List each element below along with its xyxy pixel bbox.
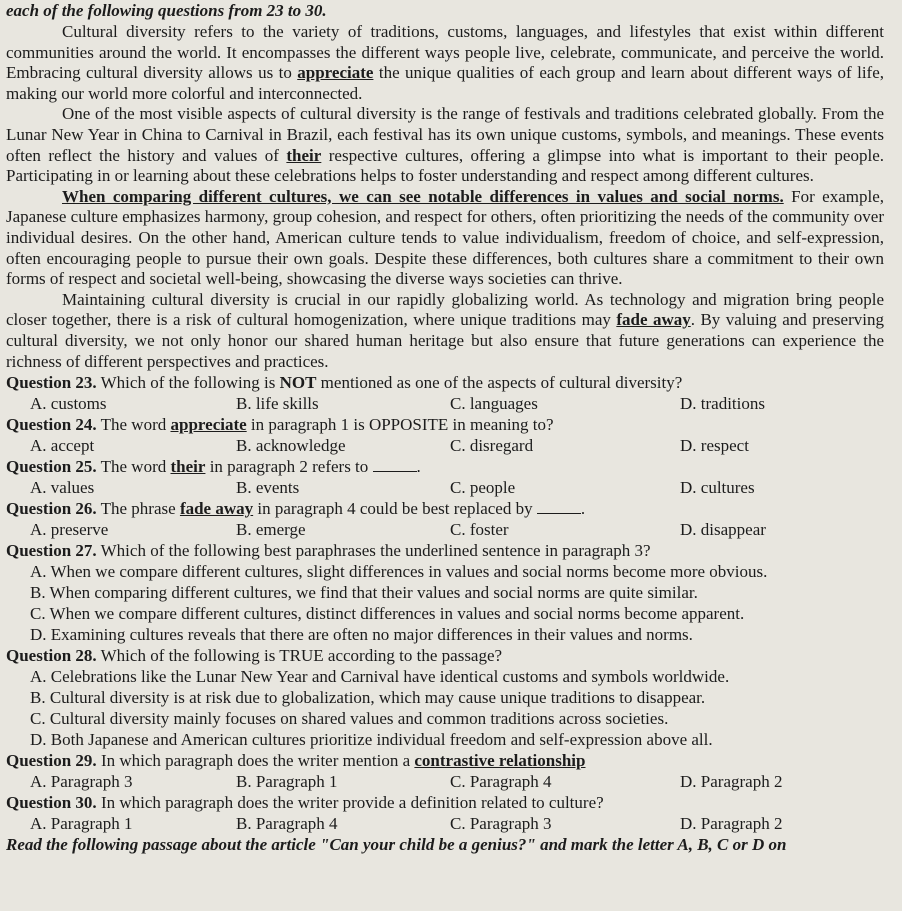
option-b[interactable]: B. events xyxy=(236,478,300,498)
question-23-stem xyxy=(6,372,884,393)
stem-text: In which paragraph does the writer provide a definition related to culture? xyxy=(96,793,604,813)
option-b[interactable]: B. Cultural diversity is at risk due to globalization, which may cause unique traditions to disappear. xyxy=(30,688,706,708)
question-26-stem xyxy=(6,498,884,519)
question-25-stem xyxy=(6,456,884,477)
option-b[interactable]: B. acknowledge xyxy=(236,436,346,456)
stem-underlined: fade away xyxy=(179,499,254,519)
passage-paragraph-3 xyxy=(6,187,884,290)
stem-text: Which of the following is xyxy=(96,373,280,393)
question-number: Question 25. xyxy=(6,457,97,477)
p1-underlined-word: appreciate xyxy=(297,63,374,83)
question-24-stem xyxy=(6,414,884,435)
question-28-stem xyxy=(6,645,884,666)
p3-text: For example, Japanese culture emphasizes harmony, group cohesion, and respect for others, often prioritizing the needs of the community over individual desires. On the other hand, American culture tends to value individualism, freedom of choice, and self-expression, often encouraging people to pursue their own goals. Despite these differences, both cultures share a commitment to their own forms of respect and societal well-being, showcasing the diverse ways societies can thrive. xyxy=(6,186,884,289)
option-a[interactable]: A. When we compare different cultures, slight differences in values and social norms become more obvious. xyxy=(30,562,768,582)
answer-blank[interactable] xyxy=(537,501,581,514)
question-30 xyxy=(6,792,884,834)
question-26 xyxy=(6,498,884,540)
question-number: Question 29. xyxy=(6,751,97,771)
option-a[interactable]: A. Celebrations like the Lunar New Year and Carnival have identical customs and symbols worldwide. xyxy=(30,667,730,687)
passage-paragraph-2 xyxy=(6,104,884,186)
option-a[interactable]: A. Paragraph 3 xyxy=(30,772,133,792)
p2-underlined-word: their xyxy=(286,145,322,165)
next-section-instructions: Read the following passage about the article "Can your child be a genius?" and mark the letter A, B, C or D on xyxy=(6,835,787,855)
option-b[interactable]: B. When comparing different cultures, we find that their values and social norms are quite similar. xyxy=(30,583,698,603)
option-d[interactable]: D. Paragraph 2 xyxy=(680,814,783,834)
question-25-options xyxy=(6,477,884,498)
option-c[interactable]: C. Paragraph 3 xyxy=(450,814,552,834)
p4-text-a: Maintaining cultural diversity is crucial in our rapidly globalizing world. As technology and migration bring people closer together, there is a risk of cultural homogenization, where unique traditions may xyxy=(6,289,884,330)
question-27-stem xyxy=(6,540,884,561)
option-d[interactable]: D. Examining cultures reveals that there are often no major differences in their values and norms. xyxy=(30,625,693,645)
stem-text: in paragraph 2 refers to xyxy=(205,457,369,477)
option-c[interactable]: C. languages xyxy=(450,394,538,414)
question-30-stem xyxy=(6,792,884,813)
option-c[interactable]: C. people xyxy=(450,478,516,498)
stem-text: Which of the following best paraphrases the underlined sentence in paragraph 3? xyxy=(96,541,651,561)
p2-text-a: One of the most visible aspects of cultural diversity is the range of festivals and traditions celebrated globally. From the Lunar New Year in China to Carnival in Brazil, each festival has its own unique customs, symbols, and meanings. These events often reflect the history and values of xyxy=(6,104,884,165)
answer-blank[interactable] xyxy=(373,459,417,472)
option-a[interactable]: A. customs xyxy=(30,394,107,414)
option-a[interactable]: A. Paragraph 1 xyxy=(30,814,133,834)
option-d[interactable]: D. Paragraph 2 xyxy=(680,772,783,792)
option-b[interactable]: B. emerge xyxy=(236,520,306,540)
passage-paragraph-1 xyxy=(6,22,884,104)
stem-bold: NOT xyxy=(279,373,317,393)
option-d[interactable]: D. respect xyxy=(680,436,749,456)
option-d[interactable]: D. traditions xyxy=(680,394,765,414)
stem-underlined: their xyxy=(170,457,206,477)
stem-text: The phrase xyxy=(96,499,180,519)
p4-underlined-phrase: fade away xyxy=(616,310,691,330)
stem-underlined: appreciate xyxy=(170,415,247,435)
stem-text: mentioned as one of the aspects of cultural diversity? xyxy=(316,373,683,393)
question-29-stem xyxy=(6,750,884,771)
question-23 xyxy=(6,372,884,414)
question-number: Question 30. xyxy=(6,793,97,813)
question-29-options xyxy=(6,771,884,792)
stem-underlined: contrastive relationship xyxy=(414,751,586,771)
p4-text-b: . By valuing and preserving cultural diversity, we not only honor our shared human heritage but also ensure that future generations can experience the richness of different perspectives and practices. xyxy=(6,310,884,371)
option-c[interactable]: C. Paragraph 4 xyxy=(450,772,552,792)
stem-text: in paragraph 4 could be best replaced by xyxy=(253,499,533,519)
question-number: Question 26. xyxy=(6,499,97,519)
stem-text: The word xyxy=(96,457,171,477)
option-d[interactable]: D. Both Japanese and American cultures prioritize individual freedom and self-expression above all. xyxy=(30,730,713,750)
question-30-options xyxy=(6,813,884,834)
question-26-options xyxy=(6,519,884,540)
stem-text: in paragraph 1 is OPPOSITE in meaning to? xyxy=(246,415,554,435)
option-a[interactable]: A. preserve xyxy=(30,520,109,540)
option-c[interactable]: C. disregard xyxy=(450,436,534,456)
question-number: Question 27. xyxy=(6,541,97,561)
question-27 xyxy=(6,540,884,645)
question-29 xyxy=(6,750,884,792)
stem-text: Which of the following is TRUE according to the passage? xyxy=(96,646,503,666)
p3-underlined-sentence: When comparing different cultures, we can see notable differences in values and social norms. xyxy=(62,186,784,206)
question-23-options xyxy=(6,393,884,414)
option-d[interactable]: D. cultures xyxy=(680,478,755,498)
stem-end: . xyxy=(580,499,586,519)
option-b[interactable]: B. Paragraph 1 xyxy=(236,772,338,792)
question-24-options xyxy=(6,435,884,456)
option-d[interactable]: D. disappear xyxy=(680,520,766,540)
p2-text-b: respective cultures, offering a glimpse into what is important to their people. Participating in or learning about these celebrations helps to foster understanding and respect among different cultures. xyxy=(6,145,884,186)
p1-text-b: the unique qualities of each group and learn about different ways of life, making our world more colorful and interconnected. xyxy=(6,63,884,103)
option-a[interactable]: A. values xyxy=(30,478,95,498)
question-number: Question 24. xyxy=(6,415,97,435)
stem-end: . xyxy=(416,457,421,477)
option-a[interactable]: A. accept xyxy=(30,436,95,456)
question-number: Question 28. xyxy=(6,646,97,666)
option-b[interactable]: B. life skills xyxy=(236,394,319,414)
option-c[interactable]: C. When we compare different cultures, distinct differences in values and social norms become apparent. xyxy=(30,604,745,624)
question-number: Question 23. xyxy=(6,373,97,393)
question-28 xyxy=(6,645,884,750)
question-25 xyxy=(6,456,884,498)
instructions-heading: each of the following questions from 23 to 30. xyxy=(6,1,327,20)
passage-paragraph-4 xyxy=(6,290,884,372)
option-c[interactable]: C. Cultural diversity mainly focuses on shared values and common traditions across societies. xyxy=(30,709,669,729)
option-c[interactable]: C. foster xyxy=(450,520,509,540)
question-24 xyxy=(6,414,884,456)
p1-text-a: Cultural diversity refers to the variety of traditions, customs, languages, and lifestyles that exist within different communities around the world. It encompasses the different ways people live, celebrate, communicate, and perceive the world. Embracing cultural diversity allows us to xyxy=(6,22,884,83)
stem-text: In which paragraph does the writer mention a xyxy=(96,751,415,771)
option-b[interactable]: B. Paragraph 4 xyxy=(236,814,338,834)
stem-text: The word xyxy=(96,415,171,435)
